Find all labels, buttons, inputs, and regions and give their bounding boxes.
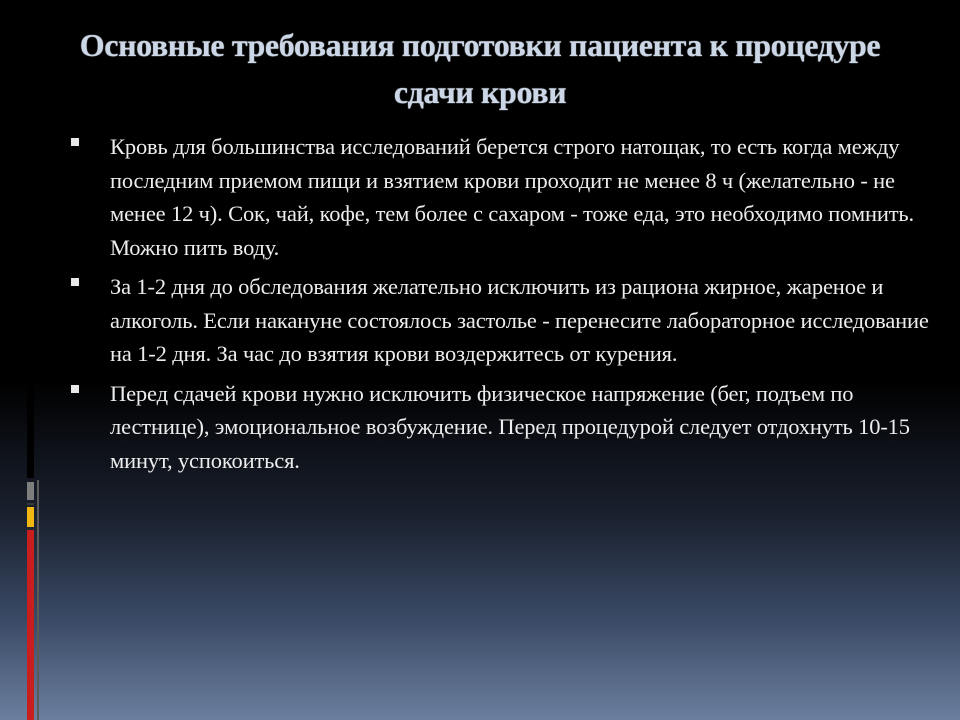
side-bar-black: [27, 0, 34, 478]
side-bar-red: [27, 530, 34, 720]
list-item: [60, 130, 935, 264]
list-item: [60, 270, 935, 371]
slide-title: Основные требования подготовки пациента к процедуре сдачи крови: [79, 27, 881, 110]
square-bullet-icon: [71, 278, 79, 286]
side-bar-yellow: [27, 507, 34, 527]
bullet-text: Кровь для большинства исследований берется строго натощак, то есть когда между последним приемом пищи и взятием крови проходит не менее 8 ч (желательно - не менее 12 ч). Сок, чай, кофе, тем более с сахаром - тоже еда, это необходимо помнить. Можно пить воду.: [110, 134, 914, 260]
bullet-list: [60, 130, 935, 483]
side-bar-gray: [27, 482, 34, 500]
bullet-text: За 1-2 дня до обследования желательно исключить из рациона жирное, жареное и алкоголь. Если накануне состоялось застолье - перенесите лабораторное исследование на 1-2 дня. За час до взятия крови воздержитесь от курения.: [110, 274, 929, 366]
side-line: [37, 480, 39, 720]
list-item: [60, 377, 935, 478]
square-bullet-icon: [71, 385, 79, 393]
square-bullet-icon: [71, 138, 79, 146]
bullet-text: Перед сдачей крови нужно исключить физическое напряжение (бег, подъем по лестнице), эмоциональное возбуждение. Перед процедурой следует отдохнуть 10-15 минут, успокоиться.: [110, 380, 910, 473]
side-bar-divider: [27, 503, 34, 505]
